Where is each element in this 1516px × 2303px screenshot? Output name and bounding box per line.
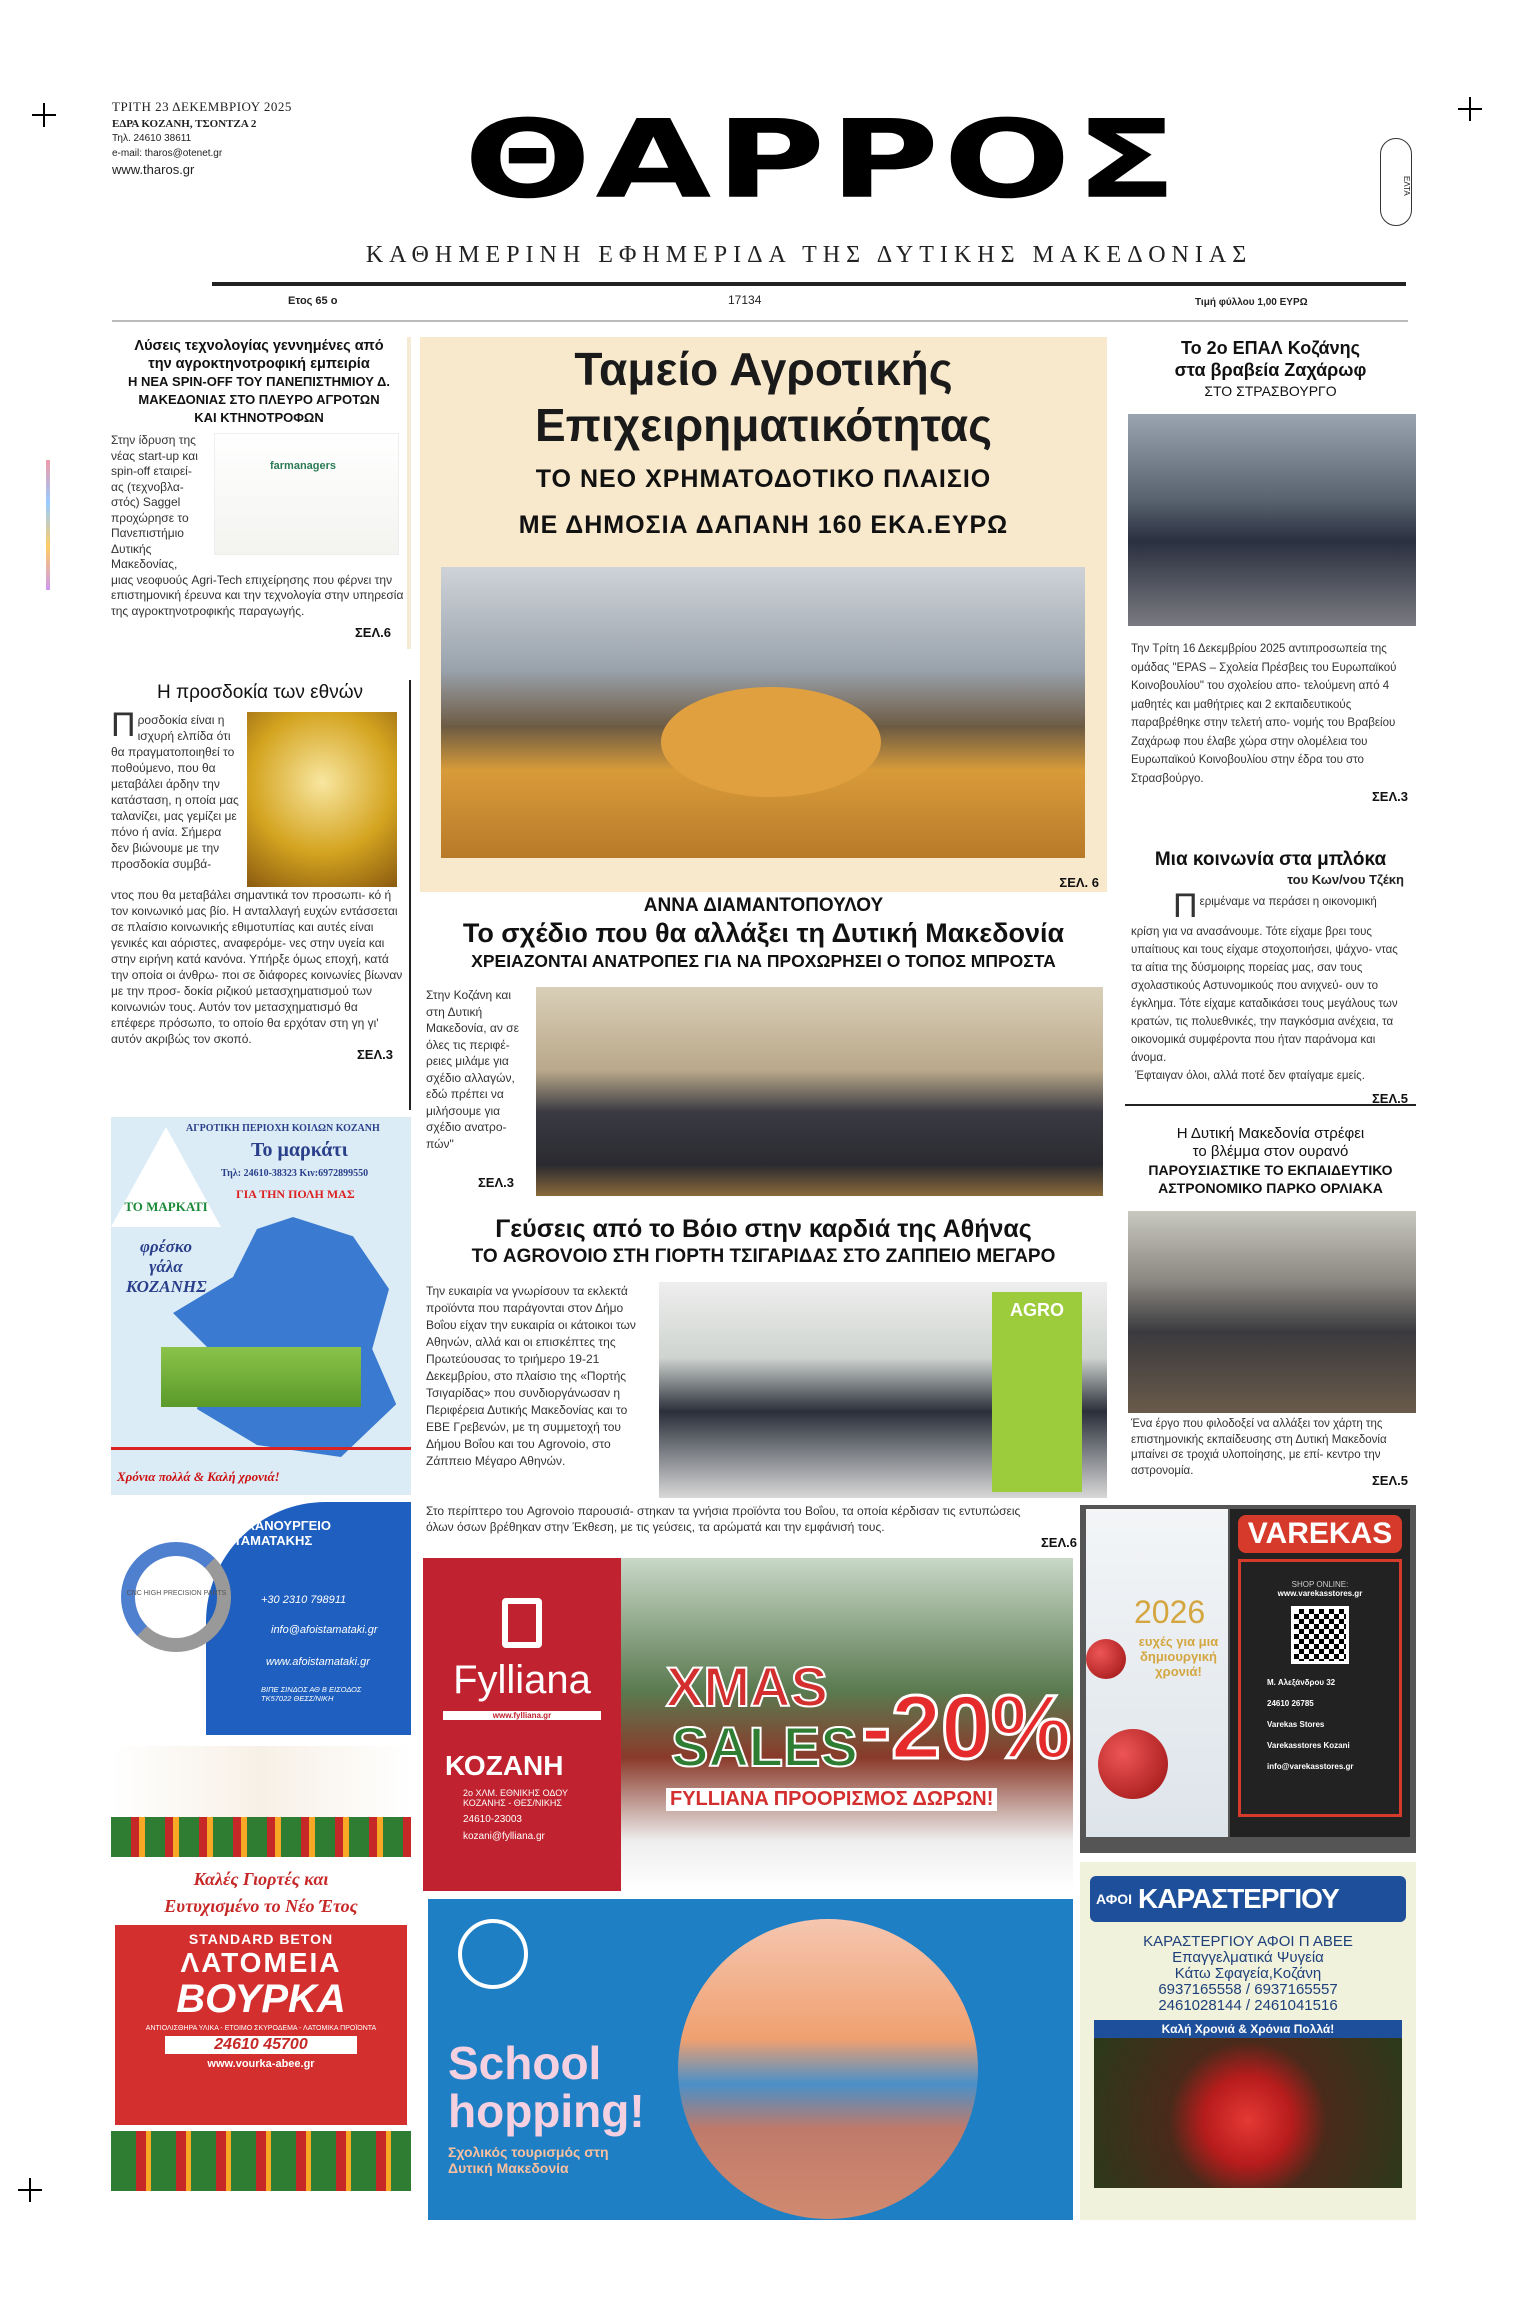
- divider: [112, 320, 1408, 322]
- page-ref[interactable]: ΣΕΛ.6: [355, 625, 391, 640]
- article-prosdokia[interactable]: [111, 680, 411, 1110]
- ornaments-image: [1086, 1509, 1228, 1837]
- ad-email: info@varekasstores.gr: [1267, 1762, 1354, 1771]
- lead-subhead: ΜΕ ΔΗΜΟΣΙΑ ΔΑΠΑΝΗ 160 ΕΚΑ.ΕΥΡΩ: [518, 511, 1009, 539]
- headline: το βλέμμα στον ουρανό: [1192, 1143, 1349, 1160]
- subhead: ΤΟ AGROVOIO ΣΤΗ ΓΙΟΡΤΗ ΤΣΙΓΑΡΙΔΑΣ ΣΤΟ ΖΑΠΠΕΙΟ ΜΕΓΑΡΟ: [471, 1246, 1056, 1267]
- nativity-icon-image: [247, 712, 397, 887]
- group-photo: [536, 987, 1103, 1196]
- ad-line: Κάτω Σφαγεία,Κοζάνη: [1174, 1965, 1322, 1982]
- elta-logo: ΕΛΤΑ: [1380, 138, 1412, 226]
- ad-web: www.vourka-abee.gr: [207, 2058, 315, 2070]
- ad-phone: 24610-23003: [463, 1814, 522, 1825]
- article-agritech[interactable]: [111, 337, 411, 649]
- ad-stamatakis[interactable]: [111, 1502, 411, 1735]
- ad-web[interactable]: www.varekasstores.gr: [1277, 1589, 1363, 1598]
- email: e-mail: tharos@otenet.gr: [112, 148, 223, 159]
- kicker: ΑΝΝΑ ΔΙΑΜΑΝΤΟΠΟΥΛΟΥ: [643, 895, 884, 916]
- logo: ΚΑΡΑΣΤΕΡΓΙΟΥ: [1138, 1883, 1339, 1914]
- article-epal[interactable]: [1125, 337, 1416, 807]
- xmas-sales-image: [621, 1558, 1073, 1891]
- ad-karastergiou[interactable]: [1080, 1862, 1416, 2220]
- discount-text: -20%: [861, 1678, 1072, 1778]
- greeting: Ευτυχισμένο το Νέο Έτος: [164, 1896, 358, 1916]
- crop-mark: [32, 103, 56, 127]
- ad-address: ΒΙΠΕ ΣΙΝΔΟΣ ΑΘ Β ΕΙΣΟΔΟΣ ΤΚ57022 ΘΕΣΣ/ΝΙΚΗ: [261, 1685, 362, 1703]
- logo-text: CNC HIGH PRECISION PARTS: [126, 1590, 227, 1597]
- page-ref[interactable]: ΣΕΛ.3: [1372, 789, 1408, 804]
- ribbon: [111, 1447, 411, 1450]
- mountain-logo-icon: [458, 1919, 528, 1989]
- lead-article[interactable]: [420, 337, 1107, 892]
- headline: Γεύσεις από το Βόιο στην καρδιά της Αθήνας: [495, 1215, 1032, 1243]
- ad-vourka[interactable]: [111, 1865, 411, 2220]
- ad-subtitle: Σχολικός τουρισμός στη Δυτική Μακεδονία: [448, 2144, 609, 2176]
- ad-email: kozani@fylliana.gr: [463, 1831, 545, 1842]
- apple-image: [1094, 2038, 1402, 2188]
- farmanagers-logo: farmanagers: [270, 460, 337, 472]
- issue-date: ΤΡΙΤΗ 23 ΔΕΚΕΜΒΡΙΟΥ 2025: [112, 99, 292, 114]
- ad-name: Το μαρκάτι: [251, 1139, 348, 1161]
- ad-fylliana[interactable]: [423, 1558, 1073, 1891]
- price: Τιμή φύλλου 1,00 ΕΥΡΩ: [1195, 297, 1308, 308]
- byline: του Κων/νου Τζέκη: [1287, 872, 1404, 887]
- ad-title: ΛΑΤΟΜΕΙΑ: [180, 1947, 342, 1978]
- subhead: ΣΤΟ ΣΤΡΑΣΒΟΥΡΓΟ: [1204, 383, 1337, 399]
- headline: Το σχέδιο που θα αλλάξει τη Δυτική Μακεδονία: [462, 918, 1065, 948]
- ad-markati[interactable]: [111, 1117, 411, 1495]
- ad-facebook: Varekas Stores: [1267, 1720, 1325, 1729]
- promo-text: XMAS: [666, 1655, 828, 1718]
- greeting: Καλές Γιορτές και: [193, 1869, 329, 1889]
- headline: Μια κοινωνία στα μπλόκα: [1154, 849, 1387, 870]
- page-ref[interactable]: ΣΕΛ.3: [357, 1047, 393, 1062]
- ad-phones: Τηλ: 24610-38323 Κιν:6972899550: [221, 1168, 369, 1179]
- brand: VAREKAS: [1238, 1515, 1402, 1553]
- article-society[interactable]: [1125, 848, 1416, 1106]
- ad-name: ΜΗΧΑΝΟΥΡΓΕΙΟ ΣΤΑΜΑΤΑΚΗΣ: [226, 1518, 331, 1548]
- meeting-photo: [441, 567, 1085, 858]
- shop-label: SHOP ONLINE:: [1291, 1580, 1349, 1589]
- subhead: Η ΝΕΑ SPIN-OFF ΤΟΥ ΠΑΝΕΠΙΣΤΗΜΙΟΥ Δ. ΜΑΚΕΔΟΝΙΑΣ ΣΤΟ ΠΛΕΥΡΟ ΑΓΡΟΤΩΝ ΚΑΙ ΚΤΗΝΟΤΡΟΦΩΝ: [128, 374, 390, 425]
- ad-product: φρέσκο γάλα ΚΟΖΑΝΗΣ: [126, 1237, 207, 1296]
- logo-prefix: ΑΦΟΙ: [1096, 1891, 1133, 1907]
- ad-region: ΑΓΡΟΤΙΚΗ ΠΕΡΙΟΧΗ ΚΟΙΛΩΝ ΚΟΖΑΝΗ: [186, 1123, 380, 1134]
- headline: Το 2ο ΕΠΑΛ Κοζάνης: [1181, 338, 1360, 358]
- lead-headline: Επιχειρηματικότητας: [534, 399, 993, 451]
- headline: Η Δυτική Μακεδονία στρέφει: [1176, 1125, 1365, 1142]
- article-agrovoio[interactable]: [420, 1213, 1107, 1553]
- ad-school-hopping[interactable]: [428, 1899, 1073, 2220]
- ad-year: 2026: [1134, 1594, 1206, 1630]
- headline: Η προσδοκία των εθνών: [156, 682, 364, 703]
- farmanagers-image: [214, 433, 399, 555]
- body: Στην Κοζάνη και στη Δυτική Μακεδονία, αν σε όλες τις περιφέ- ρειες μιλάμε για σχέδιο αλλαγών, εδώ πρέπει να μιλήσουμε για σχέδιο ανατρο- πών": [426, 988, 519, 1151]
- body: Ένα έργο που φιλοδοξεί να αλλάξει τον χάρτη της επιστημονικής εκπαίδευσης στη Δυτική Μακεδονία μπαίνει σε τροχιά υλοποίησης, με επί- κεντρο την αστρονομία.: [1131, 1418, 1387, 1477]
- body: Στο περίπτερο του Agrovoio παρουσιά- στηκαν τα γνήσια προϊόντα του Βοΐου, τα οποία κέρδισαν τις εντυπώσεις όλων όσων βρέθηκαν στην Έκθεση, με τις γεύσεις, τα αρώματά και την εμφάνισή τους.: [426, 1504, 1021, 1534]
- company: ΚΑΡΑΣΤΕΡΓΙΟΥ ΑΦΟΙ Π ΑΒΕΕ: [1143, 1933, 1353, 1950]
- lead-subhead: ΤΟ ΝΕΟ ΧΡΗΜΑΤΟΔΟΤΙΚΟ ΠΛΑΙΣΙΟ: [535, 465, 992, 493]
- website-link[interactable]: www.tharos.gr: [112, 162, 195, 177]
- ad-wishes: Καλή Χρονιά & Χρόνια Πολλά!: [1094, 2020, 1402, 2038]
- ad-phones: 6937165558 / 6937165557: [1158, 1981, 1338, 1998]
- page-ref[interactable]: ΣΕΛ. 6: [1059, 875, 1099, 890]
- ad-email: info@afoistamataki.gr: [271, 1624, 378, 1636]
- headline: Λύσεις τεχνολογίας γεννημένες από την αγροκτηνοτροφική εμπειρία: [134, 338, 384, 372]
- products: ΑΝΤΙΟΛΙΣΘΗΡΑ ΥΛΙΚΑ - ΕΤΟΙΜΟ ΣΚΥΡΟΔΕΜΑ - ΛΑΤΟΜΙΚΑ ΠΡΟΪΟΝΤΑ: [145, 2025, 377, 2032]
- ad-varekas[interactable]: [1080, 1505, 1416, 1853]
- ad-phones: 2461028144 / 2461041516: [1158, 1997, 1338, 2014]
- subhead: ΠΑΡΟΥΣΙΑΣΤΙΚΕ ΤΟ ΕΚΠΑΙΔΕΥΤΙΚΟ ΑΣΤΡΟΝΟΜΙΚΟ ΠΑΡΚΟ ΟΡΛΙΑΚΑ: [1148, 1162, 1393, 1196]
- page-ref[interactable]: ΣΕΛ.5: [1372, 1473, 1408, 1488]
- ad-line: Επαγγελματικά Ψυγεία: [1172, 1949, 1324, 1966]
- headline: στα βραβεία Ζαχάρωφ: [1174, 360, 1367, 380]
- ad-title: hopping!: [448, 2085, 645, 2137]
- ad-wishes: Χρόνια πολλά & Καλή χρονιά!: [117, 1469, 280, 1484]
- color-bar: [46, 460, 50, 590]
- crop-mark: [1458, 97, 1482, 121]
- body: μιας νεοφυούς Agri-Tech επιχείρησης που φέρνει την επιστημονική έρευνα και την τεχνολογία στην υπηρεσία της αγροκτηνοτροφικής παραγωγής.: [111, 572, 404, 618]
- ad-tagline: ΓΙΑ ΤΗΝ ΠΟΛΗ ΜΑΣ: [236, 1187, 355, 1201]
- promo-text: SALES: [671, 1715, 858, 1778]
- page-ref[interactable]: ΣΕΛ.5: [1372, 1091, 1408, 1106]
- parliament-photo: [1128, 414, 1416, 626]
- page-ref[interactable]: ΣΕΛ.3: [478, 1175, 514, 1190]
- ad-phone: 24610 26785: [1267, 1699, 1314, 1708]
- phone: Τηλ. 24610 38611: [112, 133, 192, 144]
- markati-logo-text: ΤΟ ΜΑΡΚΑΤΙ: [124, 1199, 208, 1214]
- ad-web: www.afoistamataki.gr: [266, 1656, 370, 1668]
- lead-headline: Ταμείο Αγροτικής: [574, 343, 953, 395]
- agrovoio-photo: [659, 1282, 1107, 1498]
- ad-address: Μ. Αλεξάνδρου 32: [1267, 1678, 1336, 1687]
- ad-tagline: FYLLIANA ΠΡΟΟΡΙΣΜΟΣ ΔΩΡΩΝ!: [666, 1788, 997, 1811]
- address: ΕΔΡΑ ΚΟΖΑΝΗ, ΤΣΟΝΤΖΑ 2: [112, 118, 257, 130]
- agro-sign: AGRO: [992, 1292, 1082, 1492]
- subhead: ΧΡΕΙΑΖΟΝΤΑΙ ΑΝΑΤΡΟΠΕΣ ΓΙΑ ΝΑ ΠΡΟΧΩΡΗΣΕΙ Ο ΤΟΠΟΣ ΜΠΡΟΣΤΑ: [471, 951, 1056, 971]
- fylliana-logo-icon: [502, 1598, 542, 1648]
- crop-mark: [18, 2178, 42, 2202]
- page-ref[interactable]: ΣΕΛ.6: [1041, 1535, 1077, 1550]
- ad-phone: +30 2310 798911: [261, 1594, 347, 1606]
- xmas-decoration-image: [111, 1746, 411, 1857]
- gear-logo-icon: [121, 1542, 231, 1652]
- landscape-circle-image: [678, 1919, 978, 2219]
- body: εριμέναμε να περάσει η οικονομική: [1199, 896, 1377, 908]
- body: Έφταιγαν όλοι, αλλά ποτέ δεν φταίγαμε εμείς.: [1135, 1070, 1365, 1082]
- dropcap: Π: [111, 706, 136, 744]
- year-label: Ετος 65 ο: [288, 295, 338, 307]
- issue-number: 17134: [728, 293, 762, 307]
- body: Στην ίδρυση της νέας start-up και spin-off εταιρεί- ας (τεχνοβλα- στός) Saggel προχώρησε το Πανεπιστήμιο Δυτικής Μακεδονίας,: [111, 433, 198, 571]
- ad-city: ΚΟΖΑΝΗ: [445, 1750, 564, 1781]
- body: Την ευκαιρία να γνωρίσουν τα εκλεκτά προϊόντα που παράγονται στον Δήμο Βοΐου είχαν την ευκαιρία οι κάτοικοι των Αθηνών, αλλά και οι επισκέπτες της Πρωτεύουσας το τριήμερο 19-21 Δεκεμβρίου, στο πλαίσιο της «Πορτής Τσιγαρίδας» που συνδιοργάνωσαν η Περιφέρεια Δυτικής Μακεδονίας και το ΕΒΕ Γρεβενών, με τη συμμετοχή του Δήμου Βοΐου και του Agrovoio, στο Ζάππειο Μέγαρο Αθηνών.: [426, 1284, 636, 1468]
- brand: STANDARD BETON: [188, 1931, 334, 1947]
- newspaper-subtitle: ΚΑΘΗΜΕΡΙΝΗ ΕΦΗΜΕΡΙΔΑ ΤΗΣ ΔΥΤΙΚΗΣ ΜΑΚΕΔΟΝΙΑΣ: [365, 242, 1253, 268]
- presentation-photo: [1128, 1211, 1416, 1413]
- body: Την Τρίτη 16 Δεκεμβρίου 2025 αντιπροσωπεία της ομάδας "EPAS – Σχολεία Πρέσβεις του Ευρωπαϊκού Κοινοβουλίου" του σχολείου απο- τελούμενη από 4 μαθητές και μαθήτριες και 2 εκπαιδευτικούς παραβρέθηκε στην τελετή απο- νομής του Βραβείου Ζαχάρωφ που έλαβε χώρα στην ολομέλεια του Ευρωπαϊκού Κοινοβουλίου στην έδρα του στο Στρασβούργο.: [1131, 643, 1397, 785]
- brand: Fylliana: [453, 1658, 591, 1702]
- body: ροσδοκία είναι η ισχυρή ελπίδα ότι θα πραγματοποιηθεί το ποθούμενο, που θα μεταβάλει άρδην την κατάσταση, η οποία μας ταλανίζει, μας γεμίζει με πόνο ή ανία. Σήμερα δεν βιώνουμε με την προσδοκία συμβά-: [111, 713, 239, 871]
- article-anna[interactable]: [420, 895, 1107, 1198]
- ad-address: 2ο ΧΛΜ. ΕΘΝΙΚΗΣ ΟΔΟΥ ΚΟΖΑΝΗΣ - ΘΕΣ/ΝΙΚΗΣ: [463, 1788, 568, 1808]
- xmas-decoration-image: [111, 2131, 411, 2191]
- ad-phone: 24610 45700: [165, 2036, 357, 2054]
- ad-title: ΒΟΥΡΚΑ: [176, 1977, 346, 2021]
- article-astronomy[interactable]: [1125, 1125, 1416, 1490]
- body: ντος που θα μεταβάλει σημαντικά τον προσωπι- κό ή τον κοινωνικό μας βίο. Η ανταλλαγή ευχών εντάσσεται σε πλαίσιο κοινωνικής εθιμοτυπίας και αυτές είναι γενικές και αόριστες, αναφερόμε- νες στην υγεία και στην ειρήνη κατά κανόνα. Υπήρξε όμως εποχή, κατά την οποία οι άνθρω- ποι σε διάφορες κοινωνίες βίωναν με την προσ- δοκία ριζικού μετασχηματισμού των κοινωνιών τους. Αυτόν τον μετασχηματισμό θα επέφερε πρόσωπο, το οποίο θα ερχόταν στη γη γι' αυτόν ακριβώς τον σκοπό.: [111, 888, 403, 1046]
- divider: [212, 282, 1406, 286]
- dropcap: Π: [1173, 887, 1198, 925]
- newspaper-title: ΘΑΡΡΟΣ: [463, 97, 1182, 223]
- qr-code-icon[interactable]: [1291, 1606, 1349, 1664]
- ad-title: School: [448, 2037, 602, 2089]
- ad-instagram: Varekasstores Kozani: [1267, 1741, 1350, 1750]
- cows-image: [161, 1347, 361, 1407]
- ad-web[interactable]: www.fylliana.gr: [443, 1711, 601, 1720]
- body: κρίση για να ανασάνουμε. Τότε είχαμε βρει τους υπαίτιους και τους είχαμε στοχοποιήσει, ψάχνο- ντας τα αίτια της δύσμοιρης πορείας μας, σαν τους σχολαστικούς Αστυνομικούς που ανιχνεύ- ουν το έγκλημα. Τότε είχαμε καταδικάσει τους μεγάλους των κρατών, τις πολυεθνικές, την παγκόσμια ανέχεια, τα οικονομικά συμφέροντα που ήταν παράνομα και άνομα.: [1131, 926, 1398, 1064]
- ad-wish: ευχές για μια δημιουργική χρονιά!: [1138, 1634, 1219, 1679]
